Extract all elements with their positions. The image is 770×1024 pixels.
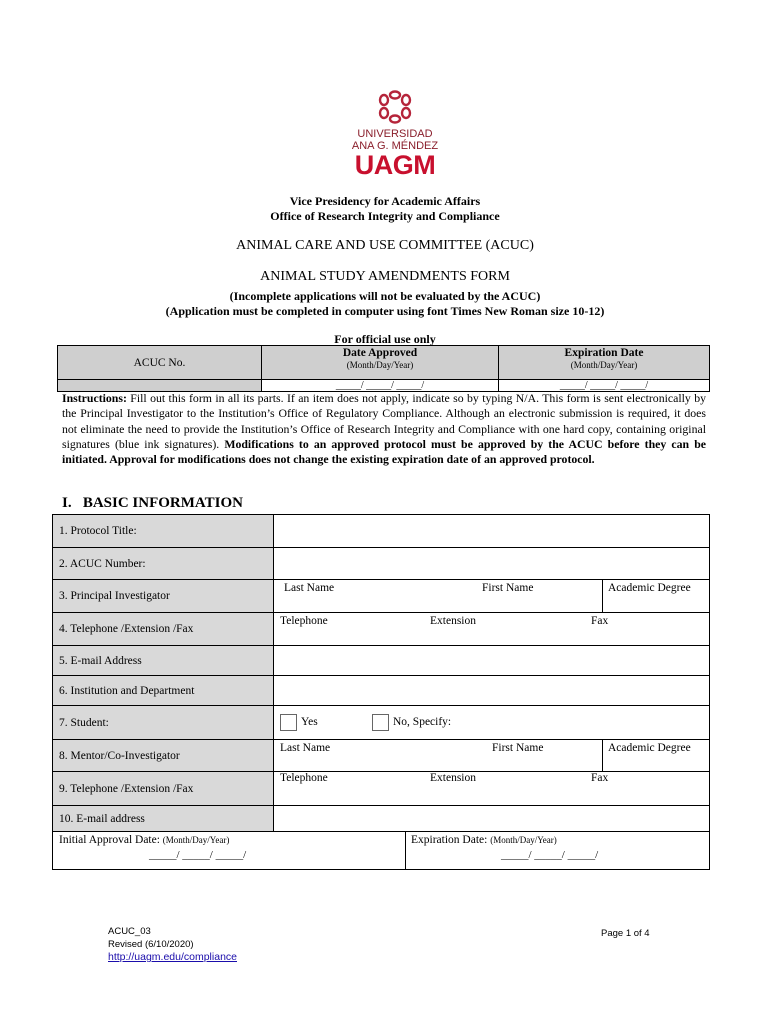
date-approved-header: Date Approved (Month/Day/Year)	[262, 346, 499, 380]
expiration-field[interactable]: _____/ _____/ _____/	[501, 849, 599, 861]
mentor-last-name-label: Last Name	[280, 742, 331, 754]
mentor-extension-sub: Extension	[430, 772, 476, 784]
uagm-emblem-icon	[375, 90, 415, 124]
mentor-first-name-label: First Name	[492, 742, 544, 754]
student-no-checkbox[interactable]	[372, 714, 389, 731]
pi-degree-divider	[602, 579, 603, 613]
student-yes-checkbox[interactable]	[280, 714, 297, 731]
compliance-link[interactable]: http://uagm.edu/compliance	[108, 951, 237, 963]
expiration-date-field[interactable]: _____/ _____/ _____/	[499, 380, 710, 392]
mentor-telephone-label: 9. Telephone /Extension /Fax	[53, 772, 274, 806]
pi-fax-sub: Fax	[591, 615, 609, 627]
email-label: 5. E-mail Address	[53, 646, 274, 676]
pi-first-name-label: First Name	[482, 582, 534, 594]
email-field[interactable]	[274, 646, 710, 676]
pi-extension-sub: Extension	[430, 615, 476, 627]
mentor-telephone-field[interactable]	[274, 772, 710, 806]
pi-last-name-label: Last Name	[284, 582, 335, 594]
mentor-field[interactable]	[274, 740, 710, 772]
mentor-degree-divider	[602, 739, 603, 772]
pi-telephone-label: 4. Telephone /Extension /Fax	[53, 613, 274, 646]
form-title: ANIMAL STUDY AMENDMENTS FORM	[260, 269, 510, 284]
student-field	[274, 706, 710, 740]
university-logo	[340, 90, 450, 190]
official-use-table	[57, 345, 710, 392]
protocol-title-field[interactable]	[274, 515, 710, 548]
section-basic-information-title: I. BASIC INFORMATION	[62, 495, 243, 511]
protocol-title-label: 1. Protocol Title:	[53, 515, 274, 548]
official-use-caption: For official use only	[334, 332, 436, 346]
student-yes-option[interactable]: Yes	[280, 714, 318, 731]
student-label: 7. Student:	[53, 706, 274, 740]
instructions-text: Fill out this form in all its parts. If an item does not apply, indicate so by typing N/A. This form is sent electronically by the Principal Investigator to the Institution’s Office of Regulatory Compliance. Although an electronic submission is required, it does not eliminate the need to provide the Institution’s Office of Research Integrity and Compliance with one hard copy, containing original signatures (blue ink signatures).	[62, 391, 706, 451]
mentor-label: 8. Mentor/Co-Investigator	[53, 740, 274, 772]
instructions-bold-text: Modifications to an approved protocol must be approved by the ACUC before they can be initiated. Approval for modifications does not change the existing expiration date of an approved protocol.	[62, 436, 707, 467]
pi-telephone-field[interactable]	[274, 613, 710, 646]
mentor-telephone-sub: Telephone	[280, 772, 328, 784]
expiration-label: Expiration Date: (Month/Day/Year)	[411, 834, 557, 846]
logo-line-1: UNIVERSIDAD	[357, 128, 433, 140]
approval-dates-divider	[405, 831, 406, 869]
mentor-degree-label: Academic Degree	[608, 742, 691, 754]
initial-approval-label: Initial Approval Date: (Month/Day/Year)	[59, 834, 230, 846]
pi-telephone-sub: Telephone	[280, 615, 328, 627]
date-approved-field[interactable]: _____/ _____/ _____/	[262, 380, 499, 392]
pi-degree-label: Academic Degree	[608, 582, 691, 594]
acuc-number-field[interactable]	[274, 548, 710, 580]
mentor-email-label: 10. E-mail address	[53, 806, 274, 832]
logo-brand: UAGM	[354, 150, 436, 180]
committee-title: ANIMAL CARE AND USE COMMITTEE (ACUC)	[236, 238, 534, 253]
page-number: Page 1 of 4	[601, 928, 650, 939]
form-code: ACUC_03	[108, 926, 151, 937]
approval-dates-row	[53, 832, 710, 870]
header-vice-presidency: Vice Presidency for Academic Affairs	[289, 194, 481, 208]
mentor-email-field[interactable]	[274, 806, 710, 832]
logo-line-2: ANA G. MÉNDEZ	[351, 140, 439, 152]
institution-field[interactable]	[274, 676, 710, 706]
incomplete-note: (Incomplete applications will not be evaluated by the ACUC)	[229, 289, 541, 303]
acuc-no-label: ACUC No.	[58, 346, 262, 380]
font-note: (Application must be completed in computer using font Times New Roman size 10-12)	[165, 304, 605, 318]
instructions-label: Instructions:	[62, 391, 127, 405]
basic-information-table	[52, 514, 710, 870]
acuc-no-field[interactable]	[58, 380, 262, 392]
header-office: Office of Research Integrity and Compliance	[270, 209, 500, 223]
institution-label: 6. Institution and Department	[53, 676, 274, 706]
principal-investigator-field[interactable]	[274, 580, 710, 613]
principal-investigator-label: 3. Principal Investigator	[53, 580, 274, 613]
expiration-date-header: Expiration Date (Month/Day/Year)	[499, 346, 710, 380]
instructions	[62, 391, 706, 467]
initial-approval-field[interactable]: _____/ _____/ _____/	[149, 849, 247, 861]
mentor-fax-sub: Fax	[591, 772, 609, 784]
student-no-option[interactable]: No, Specify:	[372, 714, 451, 731]
revised-date: Revised (6/10/2020)	[108, 939, 194, 950]
acuc-number-label: 2. ACUC Number:	[53, 548, 274, 580]
